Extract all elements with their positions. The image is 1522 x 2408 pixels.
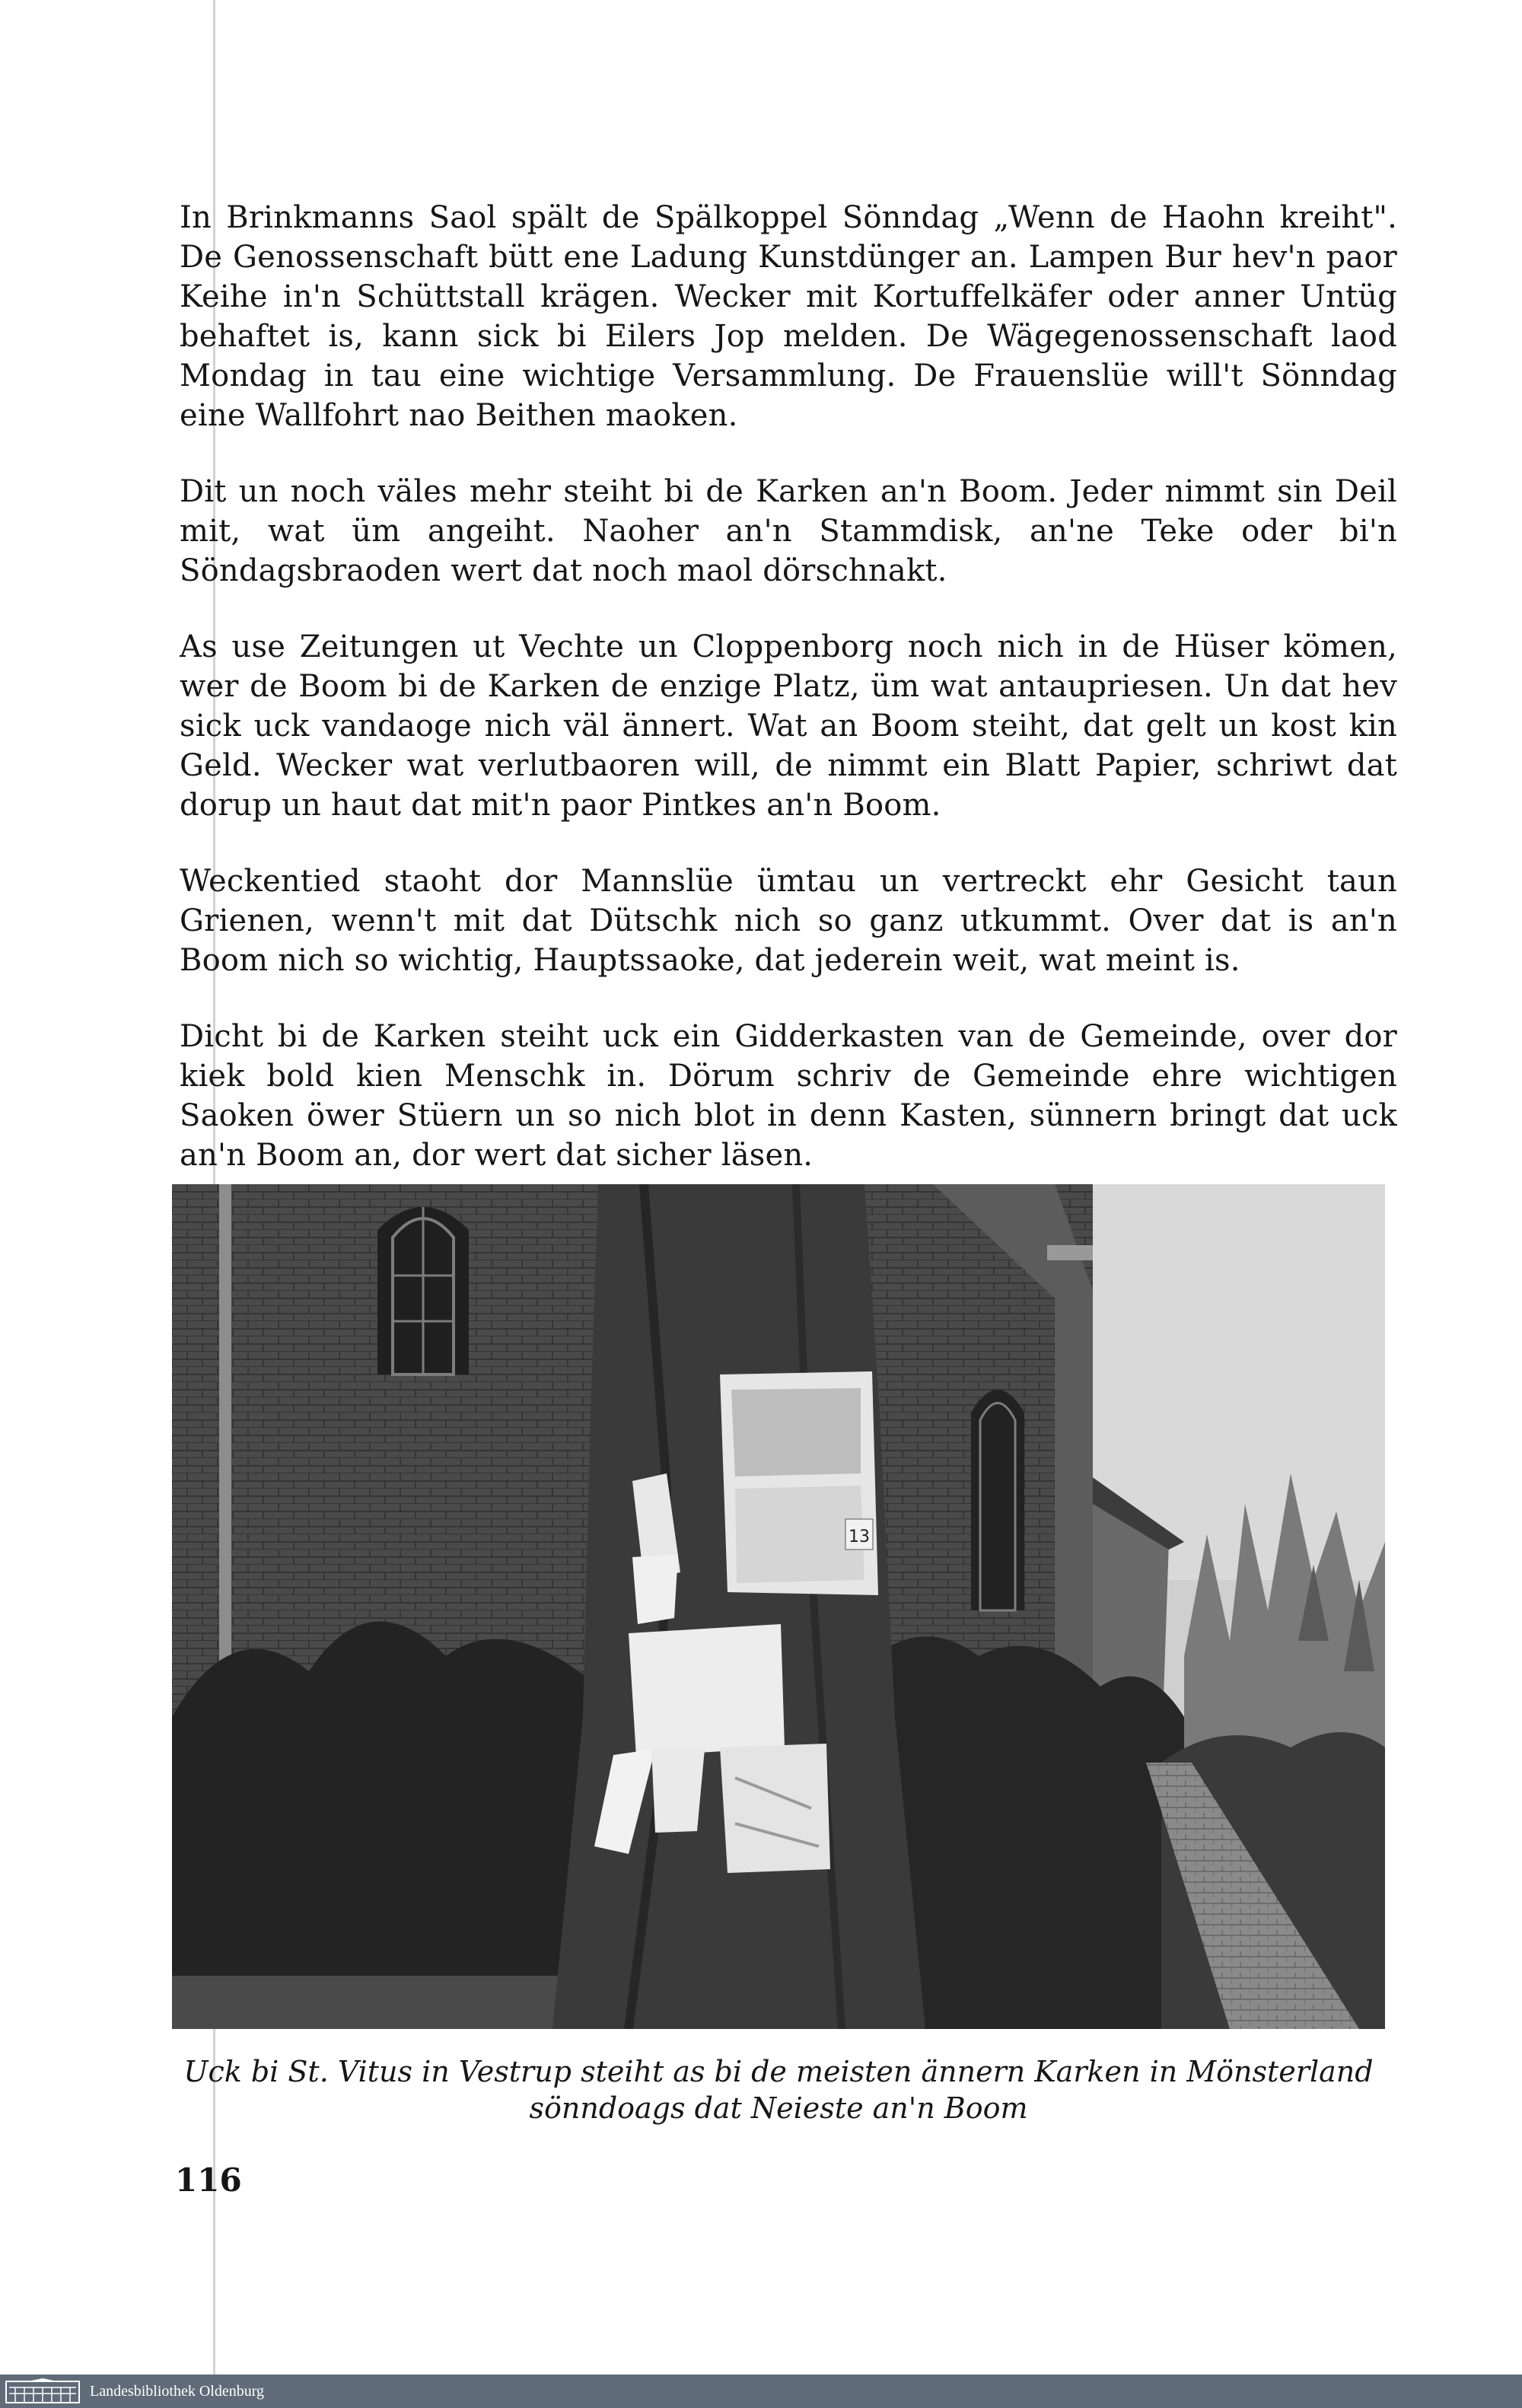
paragraph-3: As use Zeitungen ut Vechte un Cloppenborg noch nich in de Hüser kömen, wer de Boom bi de Karken de enzige Platz, üm wat antaupriesen. Un dat hev sick uck vandaoge nich väl ännert. Wat an Boom steiht, dat gelt un kost kin Geld. Wecker wat verlutbaoren will, de nimmt ein Blatt Papier, schriwt dat dorup un haut dat mit'n paor Pintkes an'n Boom. [180, 629, 1397, 823]
caption-line-1: Uck bi St. Vitus in Vestrup steiht as bi de meisten ännern Karken in Mönsterland [183, 2055, 1374, 2088]
article-text [180, 198, 1397, 1212]
caption-line-2: sönndoags dat Neieste an'n Boom [529, 2091, 1028, 2125]
paragraph-4: Weckentied staoht dor Mannslüe ümtau un vertreckt ehr Gesicht taun Grienen, wenn't mit dat Dütschk nich so ganz utkummt. Over dat is an'n Boom nich so wichtig, Hauptssaoke, dat jederein weit, wat meint is. [180, 864, 1397, 978]
library-name: Landesbibliothek Oldenburg [90, 2382, 265, 2400]
paragraph-2: Dit un noch väles mehr steiht bi de Karken an'n Boom. Jeder nimmt sin Deil mit, wat üm angeiht. Naoher an'n Stammdisk, an'ne Teke oder bi'n Söndagsbraoden wert dat noch maol dörschnakt. [180, 474, 1397, 588]
page-number: 116 [175, 2161, 242, 2199]
paragraph-5: Dicht bi de Karken steiht uck ein Gidderkasten van de Gemeinde, over dor kiek bold kien Menschk in. Dörum schriv de Gemeinde ehre wichtigen Saoken öwer Stüern un so nich blot in denn Kasten, sünnern bringt dat uck an'n Boom an, dor wert dat sicher läsen. [180, 1019, 1397, 1173]
photo-caption [172, 2053, 1385, 2126]
church-tree-photo [172, 1184, 1385, 2029]
notice-number: 13 [849, 1527, 870, 1546]
library-footer [0, 2375, 1522, 2408]
paragraph-1: In Brinkmanns Saol spält de Spälkoppel Sönndag „Wenn de Haohn kreiht". De Genossenschaft bütt ene Ladung Kunstdünger an. Lampen Bur hev'n paor Keihe in'n Schüttstall krägen. Wecker mit Kortuffelkäfer oder anner Untüg behaftet is, kann sick bi Eilers Jop melden. De Wägegenossenschaft laod Mondag in tau eine wichtige Versammlung. De Frauenslüe will't Sönndag eine Wallfohrt nao Beithen maoken. [180, 200, 1397, 433]
library-building-icon [5, 2378, 81, 2404]
